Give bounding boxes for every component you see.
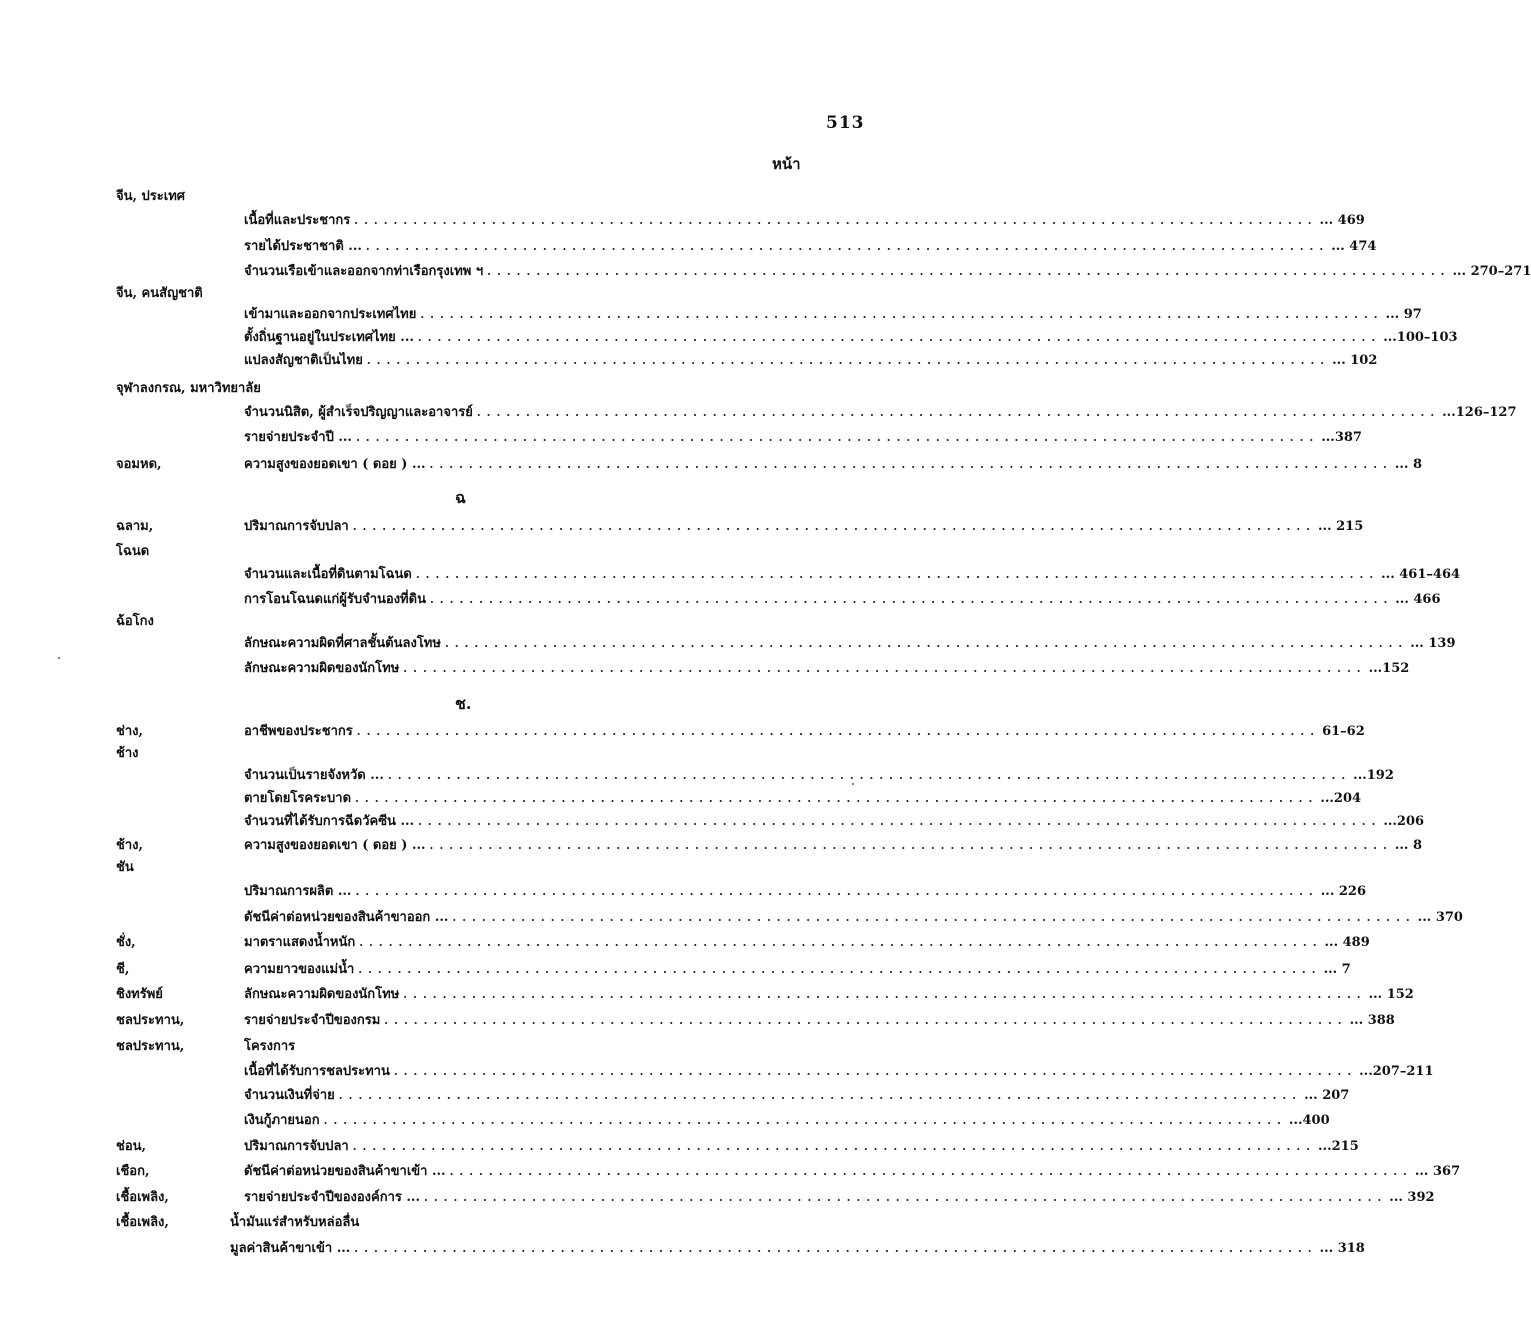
entry-pages: ...204 [1318,788,1340,810]
index-row [0,327,1458,349]
index-head-term: จีน, ประเทศ [116,189,186,204]
entry-label: อาชีพของประชากร [244,721,357,743]
leader-dots: .................................................................................................. [352,520,1317,533]
leader-dots: .................................................................................................. [423,1191,1388,1204]
index-entry [244,1161,1461,1183]
index-entry [244,788,1362,810]
leader-dots: .................................................................................................. [359,936,1323,949]
entry-label: รายจ่ายประจำปีของกรม [244,1010,384,1032]
entry-pages: ...207–211 [1357,1061,1379,1083]
index-entry [244,210,1365,232]
index-row [0,658,1410,680]
index-entry [244,1061,1434,1083]
leader-dots: .................................................................................................. [355,431,1320,444]
entry-pages: ... 461–464 [1379,564,1401,586]
entry-pages: ...152 [1367,658,1389,680]
index-head-term: ชั่ง, [116,935,136,950]
index-entry [244,304,1422,326]
index-row [0,516,1364,538]
index-head-term: จีน, คนสัญชาติ [116,286,203,301]
entry-label: จำนวนเงินที่จ่าย [244,1085,339,1107]
index-row [0,186,941,208]
index-entry [244,1110,1330,1132]
index-head-term: ช่าง, [116,724,143,739]
leader-dots: .................................................................................................. [393,1065,1358,1078]
index-entry [244,261,1531,283]
page-column-header: หน้า [772,155,801,173]
index-head-term: ช้าง [116,746,139,761]
index-head-term: ช่อน, [116,1139,147,1154]
index-row [0,857,941,879]
entry-label: ปริมาณการจับปลา [244,1136,353,1158]
entry-label: รายได้ประชาชาติ ... [244,236,366,258]
entry-label: มูลค่าสินค้าขาเข้า ... [230,1238,354,1260]
leader-dots: .................................................................................................. [429,593,1394,606]
index-entry [244,350,1378,372]
leader-dots: .................................................................................................. [323,1114,1287,1127]
index-entry [244,932,1370,954]
leader-dots: .................................................................................................. [420,308,1384,321]
index-head-term: ฉ้อโกง [116,614,154,629]
entry-pages: ... 318 [1318,1238,1340,1260]
section-letter-cho-ching: ฉ [455,488,466,507]
entry-label: จำนวนนิสิต, ผู้สำเร็จปริญญาและอาจารย์ [244,402,477,424]
leader-dots: .................................................................................................. [449,1165,1413,1178]
index-entry [244,454,1423,476]
index-row [0,454,1423,476]
entry-label: เงินกู้ภายนอก [244,1110,324,1132]
entry-pages: ... 139 [1408,633,1430,655]
entry-label: ลักษณะความผิดของนักโทษ [244,984,403,1006]
index-row [0,1061,1434,1083]
leader-dots: .................................................................................................. [403,988,1367,1001]
entry-pages: ... 370 [1416,907,1438,929]
entry-label: ลักษณะความผิดของนักโทษ [244,658,403,680]
index-row [0,959,1351,981]
index-head-term: ชัน [116,860,134,875]
entry-pages: ... 367 [1413,1161,1435,1183]
leader-dots: .................................................................................................. [358,963,1322,976]
entry-label: ลักษณะความผิดที่ศาลชั้นต้นลงโทษ [244,633,445,655]
entry-pages: 61–62 [1320,721,1342,743]
leader-dots: .................................................................................................. [356,725,1321,738]
index-entry [244,881,1367,903]
index-head-term: เชือก, [116,1164,150,1179]
index-row [0,350,1378,372]
entry-label: ดัชนีค่าต่อหน่วยของสินค้าขาเข้า ... [244,1161,450,1183]
index-head-term: ชลประทาน, [116,1039,185,1054]
index-row [0,907,1463,929]
leader-dots: .................................................................................................. [354,1242,1318,1255]
index-row [0,765,1394,787]
entry-pages: ... 8 [1393,835,1415,857]
entry-pages: ... 207 [1302,1085,1324,1107]
entry-label: ปริมาณการผลิต ... [244,881,355,903]
entry-pages: ... 392 [1387,1187,1409,1209]
entry-pages: ...215 [1316,1136,1338,1158]
index-entry [244,427,1362,449]
index-row [0,1110,1330,1132]
index-head-term: ช้าง, [116,838,143,853]
index-head-term: จุฬาลงกรณ, มหาวิทยาลัย [116,381,261,396]
entry-label: ปริมาณการจับปลา [244,516,353,538]
index-row [0,1136,1359,1158]
entry-pages: ... 489 [1323,932,1345,954]
index-entry [244,1187,1435,1209]
leader-dots: .................................................................................................. [355,792,1319,805]
entry-pages: ... 215 [1316,516,1338,538]
index-entry [244,721,1365,743]
index-entry [244,327,1458,349]
index-head-term: โฉนด [116,544,150,559]
entry-pages: ... 152 [1367,984,1389,1006]
leader-dots: .................................................................................................. [352,1140,1317,1153]
index-head-term: ฉลาม, [116,519,154,534]
index-row [0,589,1441,611]
entry-pages: ... 469 [1318,210,1340,232]
entry-pages: ... 102 [1330,350,1352,372]
entry-pages: ... 270–271 [1450,261,1472,283]
leader-dots: .................................................................................................. [415,568,1380,581]
leader-dots: .................................................................................................. [444,637,1409,650]
index-row [0,932,1370,954]
index-entry [244,516,1364,538]
entry-label: ความสูงของยอดเขา ( ดอย ) ... [244,454,430,476]
entry-label: เข้ามาและออกจากประเทศไทย [244,304,420,326]
index-entry [244,811,1425,833]
entry-label: แปลงสัญชาติเป็นไทย [244,350,367,372]
entry-pages: ...387 [1319,427,1341,449]
entry-label: น้ำมันแร่สำหรับหล่อลื่น [230,1215,360,1230]
index-entry [244,564,1461,586]
entry-pages: ... 8 [1393,454,1415,476]
entry-pages: ... 388 [1348,1010,1370,1032]
entry-label: ตายโดยโรคระบาด [244,788,355,810]
entry-pages: ...126–127 [1440,402,1462,424]
leader-dots: .................................................................................................. [429,839,1393,852]
index-entry [244,765,1394,787]
entry-label: ตั้งถิ่นฐานอยู่ในประเทศไทย ... [244,327,418,349]
entry-label: จำนวนเป็นรายจังหวัด ... [244,765,388,787]
index-row [0,984,1414,1006]
index-row [0,1161,1461,1183]
entry-pages: ... 97 [1384,304,1406,326]
leader-dots: .................................................................................................. [452,911,1416,924]
index-head-term: ชิงทรัพย์ [116,987,163,1002]
index-row [0,835,1423,857]
leader-dots: .................................................................................................. [417,331,1382,344]
index-head-term: ชี, [116,962,130,977]
index-row [0,210,1365,232]
entry-pages: ...100–103 [1381,327,1403,349]
index-row [0,881,1367,903]
leader-dots: .................................................................................................. [355,885,1319,898]
entry-label: เนื้อที่และประชากร [244,210,354,232]
index-entry [230,1238,1365,1260]
index-row [0,788,1362,810]
index-entry [244,907,1463,929]
index-entry [244,402,1517,424]
index-row [0,236,1377,258]
leader-dots: .................................................................................................. [338,1089,1303,1102]
leader-dots: .................................................................................................. [476,406,1441,419]
index-row [0,811,1425,833]
index-entry [244,658,1410,680]
index-row [0,1036,941,1058]
entry-label: รายจ่ายประจำปี ... [244,427,356,449]
entry-label: โครงการ [244,1039,296,1054]
leader-dots: .................................................................................................. [366,354,1331,367]
leader-dots: .................................................................................................. [365,240,1330,253]
index-head-term: ชลประทาน, [116,1013,185,1028]
leader-dots: .................................................................................................. [354,214,1318,227]
index-row [0,564,1461,586]
index-row [0,541,941,563]
entry-pages: ... 226 [1319,881,1341,903]
index-entry [244,633,1456,655]
index-entry [244,959,1351,981]
entry-label: จำนวนที่ได้รับการฉีดวัคซีน ... [244,811,418,833]
scan-speck [852,783,854,785]
index-entry [244,984,1414,1006]
leader-dots: .................................................................................................. [384,1014,1348,1027]
index-head-term: จอมหด, [116,457,162,472]
index-row [0,633,1456,655]
entry-label: จำนวนเรือเข้าและออกจากท่าเรือกรุงเทพ ฯ [244,261,487,283]
section-letter-cho-chang: ช. [455,694,472,713]
index-row [0,1187,1435,1209]
index-entry [244,236,1377,258]
entry-pages: ...192 [1351,765,1373,787]
index-entry [244,835,1423,857]
index-head-term: เชื้อเพลิง, [116,1215,169,1230]
entry-label: รายจ่ายประจำปีขององค์การ ... [244,1187,424,1209]
entry-pages: ... 466 [1393,589,1415,611]
index-row [0,304,1422,326]
index-row [0,261,1531,283]
index-entry [244,1136,1359,1158]
index-row [0,1010,1395,1032]
entry-label: มาตราแสดงน้ำหนัก [244,932,359,954]
index-row [0,721,1365,743]
index-row [0,402,1517,424]
leader-dots: .................................................................................................. [403,662,1367,675]
index-row [0,1085,1350,1107]
page-number: 513 [826,113,865,133]
entry-pages: ...206 [1381,811,1403,833]
entry-pages: ... 7 [1322,959,1344,981]
leader-dots: .................................................................................................. [429,458,1393,471]
entry-label: จำนวนและเนื้อที่ดินตามโฉนด [244,564,416,586]
index-row [0,378,941,400]
index-row [0,1212,941,1234]
entry-pages: ...400 [1287,1110,1309,1132]
index-entry [244,589,1441,611]
index-row [0,743,941,765]
leader-dots: .................................................................................................. [387,769,1352,782]
index-entry [244,1085,1350,1107]
index-head-term: เชื้อเพลิง, [116,1190,169,1205]
entry-label: การโอนโฉนดแก่ผู้รับจำนองที่ดิน [244,589,430,611]
entry-label: ความยาวของแม่น้ำ [244,959,358,981]
entry-label: ความสูงของยอดเขา ( ดอย ) ... [244,835,430,857]
index-row [0,1238,1365,1260]
index-entry [244,1010,1395,1032]
entry-pages: ... 474 [1329,236,1351,258]
index-row [0,427,1362,449]
entry-label: ดัชนีค่าต่อหน่วยของสินค้าขาออก ... [244,907,452,929]
entry-label: เนื้อที่ได้รับการชลประทาน [244,1061,394,1083]
index-row [0,283,941,305]
index-row [0,611,941,633]
scan-speck [58,657,60,659]
leader-dots: .................................................................................................. [418,815,1382,828]
leader-dots: .................................................................................................. [487,265,1451,278]
